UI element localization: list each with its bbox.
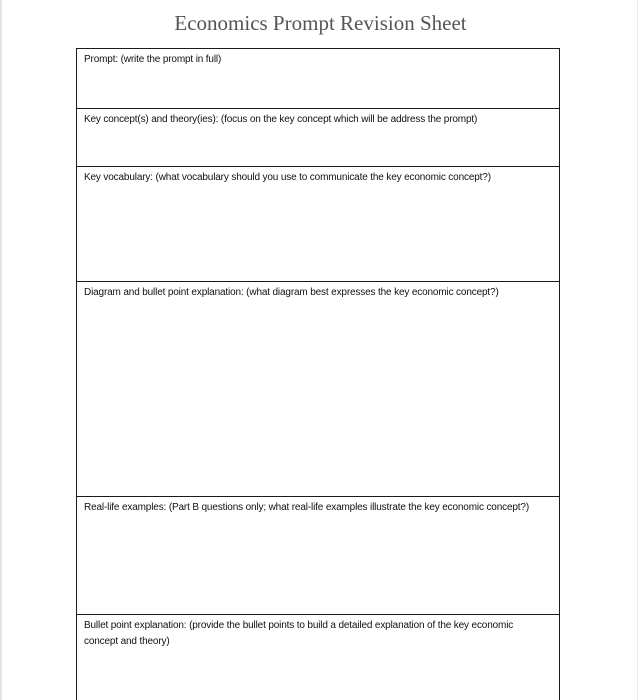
section-prompt[interactable] [77, 49, 559, 109]
page-title: Economics Prompt Revision Sheet [174, 11, 467, 35]
section-key-vocabulary[interactable] [77, 167, 559, 282]
section-label: Real-life examples: (Part B questions only; what real-life examples illustrate the key economic concept?) [84, 502, 530, 513]
section-label: Key concept(s) and theory(ies): (focus on the key concept which will be address the prompt) [84, 114, 478, 125]
section-real-life-examples[interactable] [77, 497, 559, 615]
page-edge [0, 0, 2, 700]
section-label: Key vocabulary: (what vocabulary should you use to communicate the key economic concept?) [84, 172, 491, 183]
revision-table [76, 48, 560, 700]
section-label: Bullet point explanation: (provide the bullet points to build a detailed explanation of the key economic concept and theory) [84, 620, 514, 647]
section-label: Diagram and bullet point explanation: (what diagram best expresses the key economic concept?) [84, 287, 499, 298]
section-key-concepts[interactable] [77, 109, 559, 167]
page-edge [637, 0, 638, 700]
section-label: Prompt: (write the prompt in full) [84, 54, 222, 65]
section-diagram[interactable] [77, 282, 559, 497]
section-bullet-explanation[interactable] [77, 615, 559, 700]
